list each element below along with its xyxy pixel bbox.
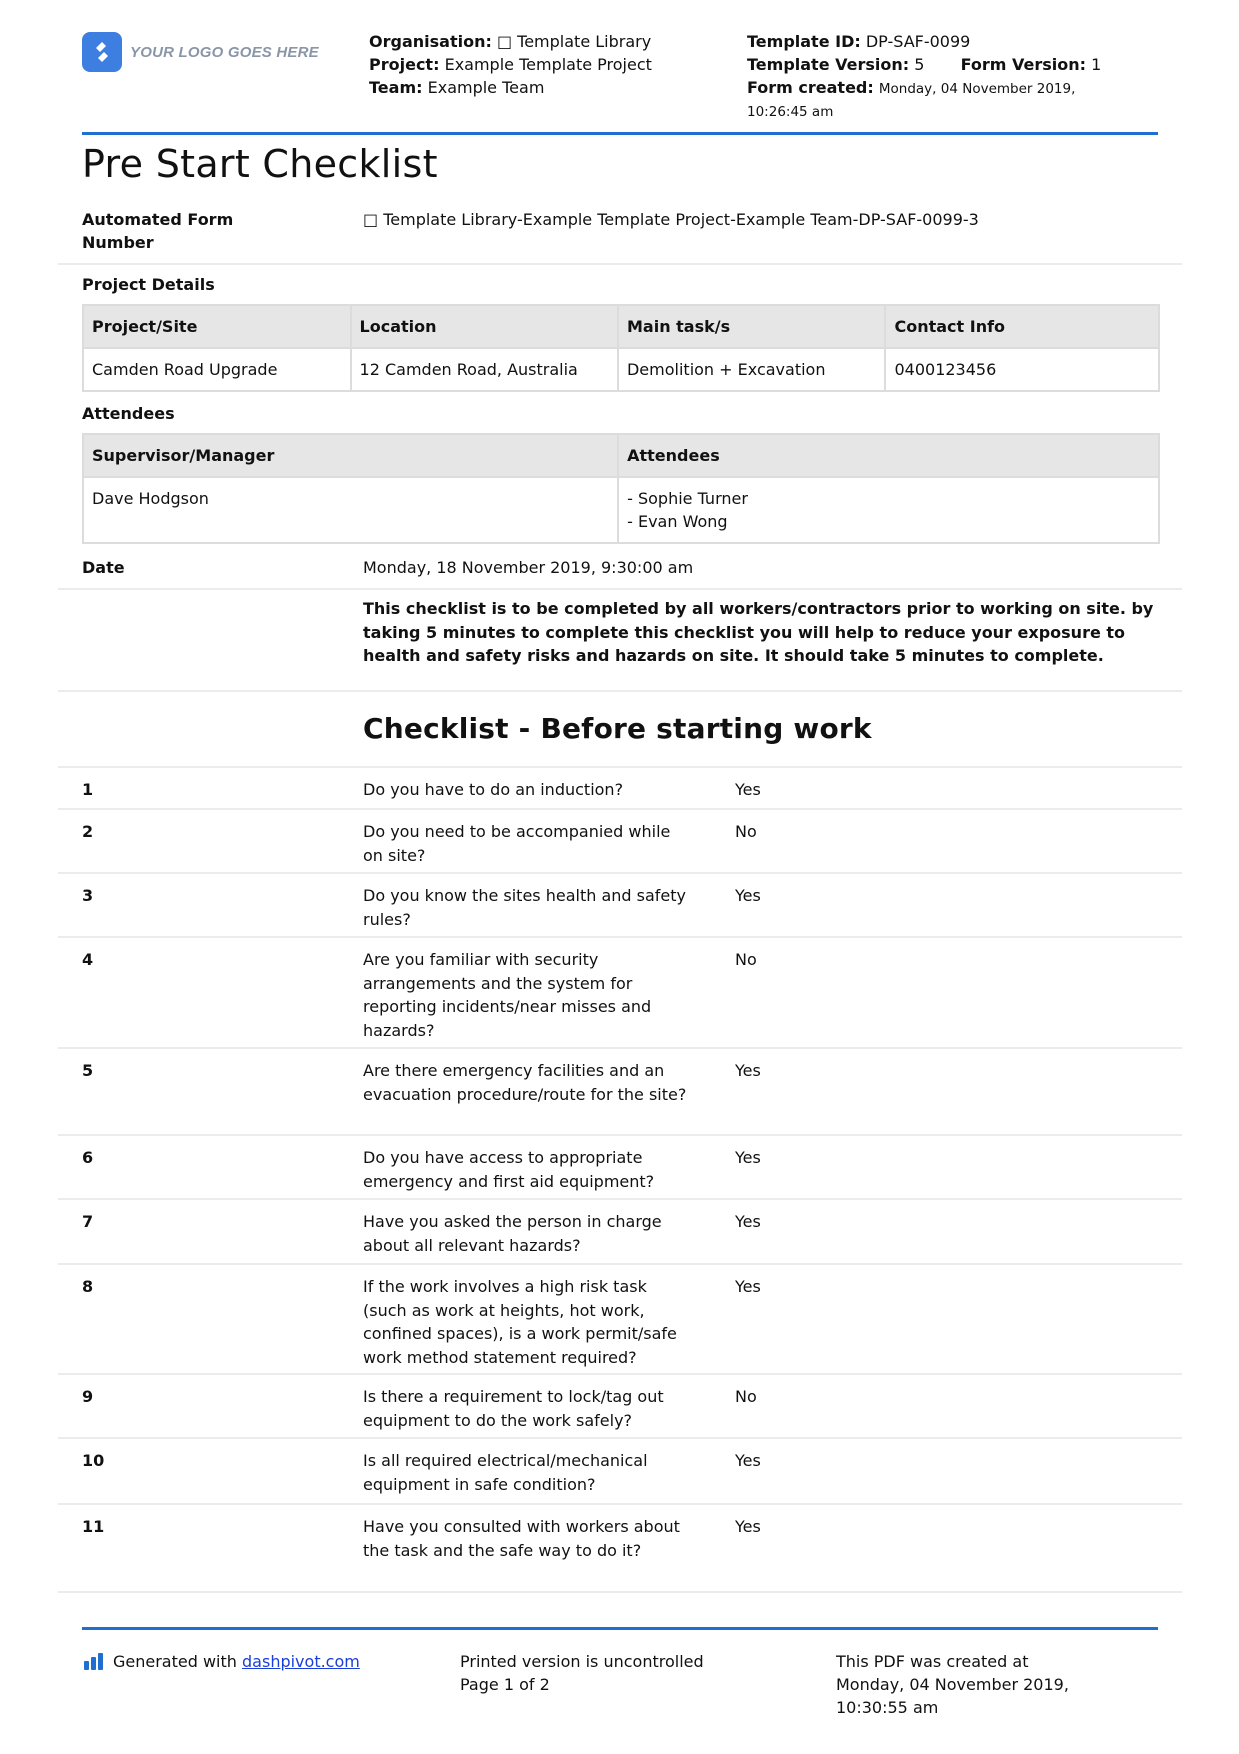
item-number: 3	[82, 886, 94, 905]
created-line: Monday, 04 November 2019,	[836, 1675, 1069, 1694]
item-question: Have you consulted with workers about the task and the safe way to do it?	[363, 1517, 680, 1560]
organisation-label: Organisation:	[369, 32, 492, 51]
item-number: 2	[82, 822, 94, 841]
column-header: Contact Info	[885, 305, 1159, 348]
checklist-row	[58, 1049, 1182, 1136]
divider	[58, 263, 1182, 265]
item-number: 10	[82, 1451, 105, 1470]
checklist-intro: This checklist is to be completed by all workers/contractors prior to working on site. by taking 5 minutes to complete this checklist you will help to reduce your exposure to health and safety risks and hazards on site. It should take 5 minutes to complete.	[363, 599, 1154, 665]
organisation-value: □ Template Library	[496, 32, 652, 51]
divider	[58, 1591, 1182, 1593]
checklist-row	[58, 1375, 1182, 1439]
page-title: Pre Start Checklist	[82, 142, 438, 186]
checklist-row	[58, 1136, 1182, 1200]
footer-generated	[84, 1650, 360, 1673]
project-site-cell: Camden Road Upgrade	[83, 348, 351, 391]
footer-page-info	[460, 1650, 704, 1696]
column-header: Main task/s	[618, 305, 885, 348]
item-question: Are you familiar with security arrangements and the system for reporting incidents/near misses and hazards?	[363, 950, 652, 1040]
item-answer: Yes	[735, 1277, 761, 1296]
attendee-item: - Sophie Turner	[627, 489, 748, 508]
form-version-label: Form Version:	[960, 55, 1087, 74]
form-number-label-line1: Automated Form	[82, 210, 234, 229]
item-answer: Yes	[735, 1212, 761, 1231]
generated-prefix: Generated with	[113, 1652, 237, 1671]
template-id-value: DP-SAF-0099	[865, 32, 971, 51]
date-label: Date	[82, 558, 125, 577]
item-question: If the work involves a high risk task (such as work at heights, hot work, confined spaces), is a work permit/safe work method statement required?	[363, 1277, 677, 1367]
item-answer: No	[735, 950, 757, 969]
team-label: Team:	[369, 78, 423, 97]
item-question: Do you need to be accompanied while on site?	[363, 822, 671, 865]
date-value: Monday, 18 November 2019, 9:30:00 am	[363, 558, 694, 577]
section-title: Checklist - Before starting work	[363, 712, 872, 745]
created-line: This PDF was created at	[836, 1652, 1029, 1671]
template-id-label: Template ID:	[747, 32, 861, 51]
checklist-row	[58, 874, 1182, 938]
project-label: Project:	[369, 55, 440, 74]
header-template-info	[747, 30, 1167, 124]
table-header-row	[83, 305, 1159, 348]
table-header-row	[83, 434, 1159, 477]
item-number: 8	[82, 1277, 94, 1296]
form-number-value: □ Template Library-Example Template Project-Example Team-DP-SAF-0099-3	[363, 210, 979, 229]
template-version-value: 5	[914, 55, 925, 74]
page-number: Page 1 of 2	[460, 1675, 550, 1694]
attendees-table	[82, 433, 1160, 544]
item-answer: Yes	[735, 1148, 761, 1167]
checklist-row	[58, 810, 1182, 874]
supervisor-cell: Dave Hodgson	[83, 477, 618, 543]
checklist-row	[58, 1265, 1182, 1375]
item-answer: No	[735, 822, 757, 841]
column-header: Attendees	[618, 434, 1159, 477]
item-answer: No	[735, 1387, 757, 1406]
dashpivot-bars-icon	[84, 1653, 105, 1670]
item-question: Do you have access to appropriate emergency and first aid equipment?	[363, 1148, 655, 1191]
form-created-label: Form created:	[747, 78, 874, 97]
item-question: Do you have to do an induction?	[363, 780, 624, 799]
item-question: Is all required electrical/mechanical equipment in safe condition?	[363, 1451, 648, 1494]
header-divider	[82, 132, 1158, 135]
form-number-label-line2: Number	[82, 233, 154, 252]
contact-info-cell: 0400123456	[885, 348, 1159, 391]
header-org-info	[369, 30, 709, 99]
item-number: 4	[82, 950, 94, 969]
item-number: 1	[82, 780, 94, 799]
checklist-row	[58, 768, 1182, 810]
item-number: 7	[82, 1212, 94, 1231]
item-answer: Yes	[735, 1061, 761, 1080]
attendees-heading: Attendees	[82, 404, 175, 423]
dashpivot-link[interactable]: dashpivot.com	[242, 1652, 360, 1671]
main-task-cell: Demolition + Excavation	[618, 348, 885, 391]
checklist-row	[58, 938, 1182, 1049]
footer-created-info	[836, 1650, 1069, 1719]
footer-divider	[82, 1627, 1158, 1630]
uncontrolled-note: Printed version is uncontrolled	[460, 1652, 704, 1671]
created-line: 10:30:55 am	[836, 1698, 939, 1717]
form-created-value: Monday, 04 November 2019,	[878, 81, 1076, 97]
column-header: Supervisor/Manager	[83, 434, 618, 477]
project-details-heading: Project Details	[82, 275, 215, 294]
item-number: 11	[82, 1517, 105, 1536]
item-question: Do you know the sites health and safety rules?	[363, 886, 686, 929]
checklist-row	[58, 1200, 1182, 1265]
item-answer: Yes	[735, 780, 761, 799]
checklist-row	[58, 1439, 1182, 1505]
item-answer: Yes	[735, 1517, 761, 1536]
item-number: 5	[82, 1061, 94, 1080]
logo-mark-icon	[82, 32, 122, 72]
item-answer: Yes	[735, 1451, 761, 1470]
location-cell: 12 Camden Road, Australia	[351, 348, 618, 391]
company-logo	[82, 32, 319, 72]
item-answer: Yes	[735, 886, 761, 905]
logo-text: YOUR LOGO GOES HERE	[130, 43, 319, 61]
column-header: Location	[351, 305, 618, 348]
checklist-row	[58, 1505, 1182, 1593]
item-number: 6	[82, 1148, 94, 1167]
form-number-label	[82, 208, 233, 254]
divider	[58, 690, 1182, 692]
attendees-cell	[618, 477, 1159, 543]
table-row	[83, 477, 1159, 543]
attendee-item: - Evan Wong	[627, 512, 728, 531]
item-question: Are there emergency facilities and an evacuation procedure/route for the site?	[363, 1061, 687, 1104]
project-details-table	[82, 304, 1160, 392]
template-version-label: Template Version:	[747, 55, 910, 74]
form-created-time: 10:26:45 am	[747, 104, 834, 120]
table-row	[83, 348, 1159, 391]
item-number: 9	[82, 1387, 94, 1406]
item-question: Is there a requirement to lock/tag out equipment to do the work safely?	[363, 1387, 664, 1430]
divider	[58, 588, 1182, 590]
item-question: Have you asked the person in charge about all relevant hazards?	[363, 1212, 662, 1255]
team-value: Example Team	[427, 78, 545, 97]
project-value: Example Template Project	[444, 55, 652, 74]
column-header: Project/Site	[83, 305, 351, 348]
form-version-value: 1	[1091, 55, 1102, 74]
